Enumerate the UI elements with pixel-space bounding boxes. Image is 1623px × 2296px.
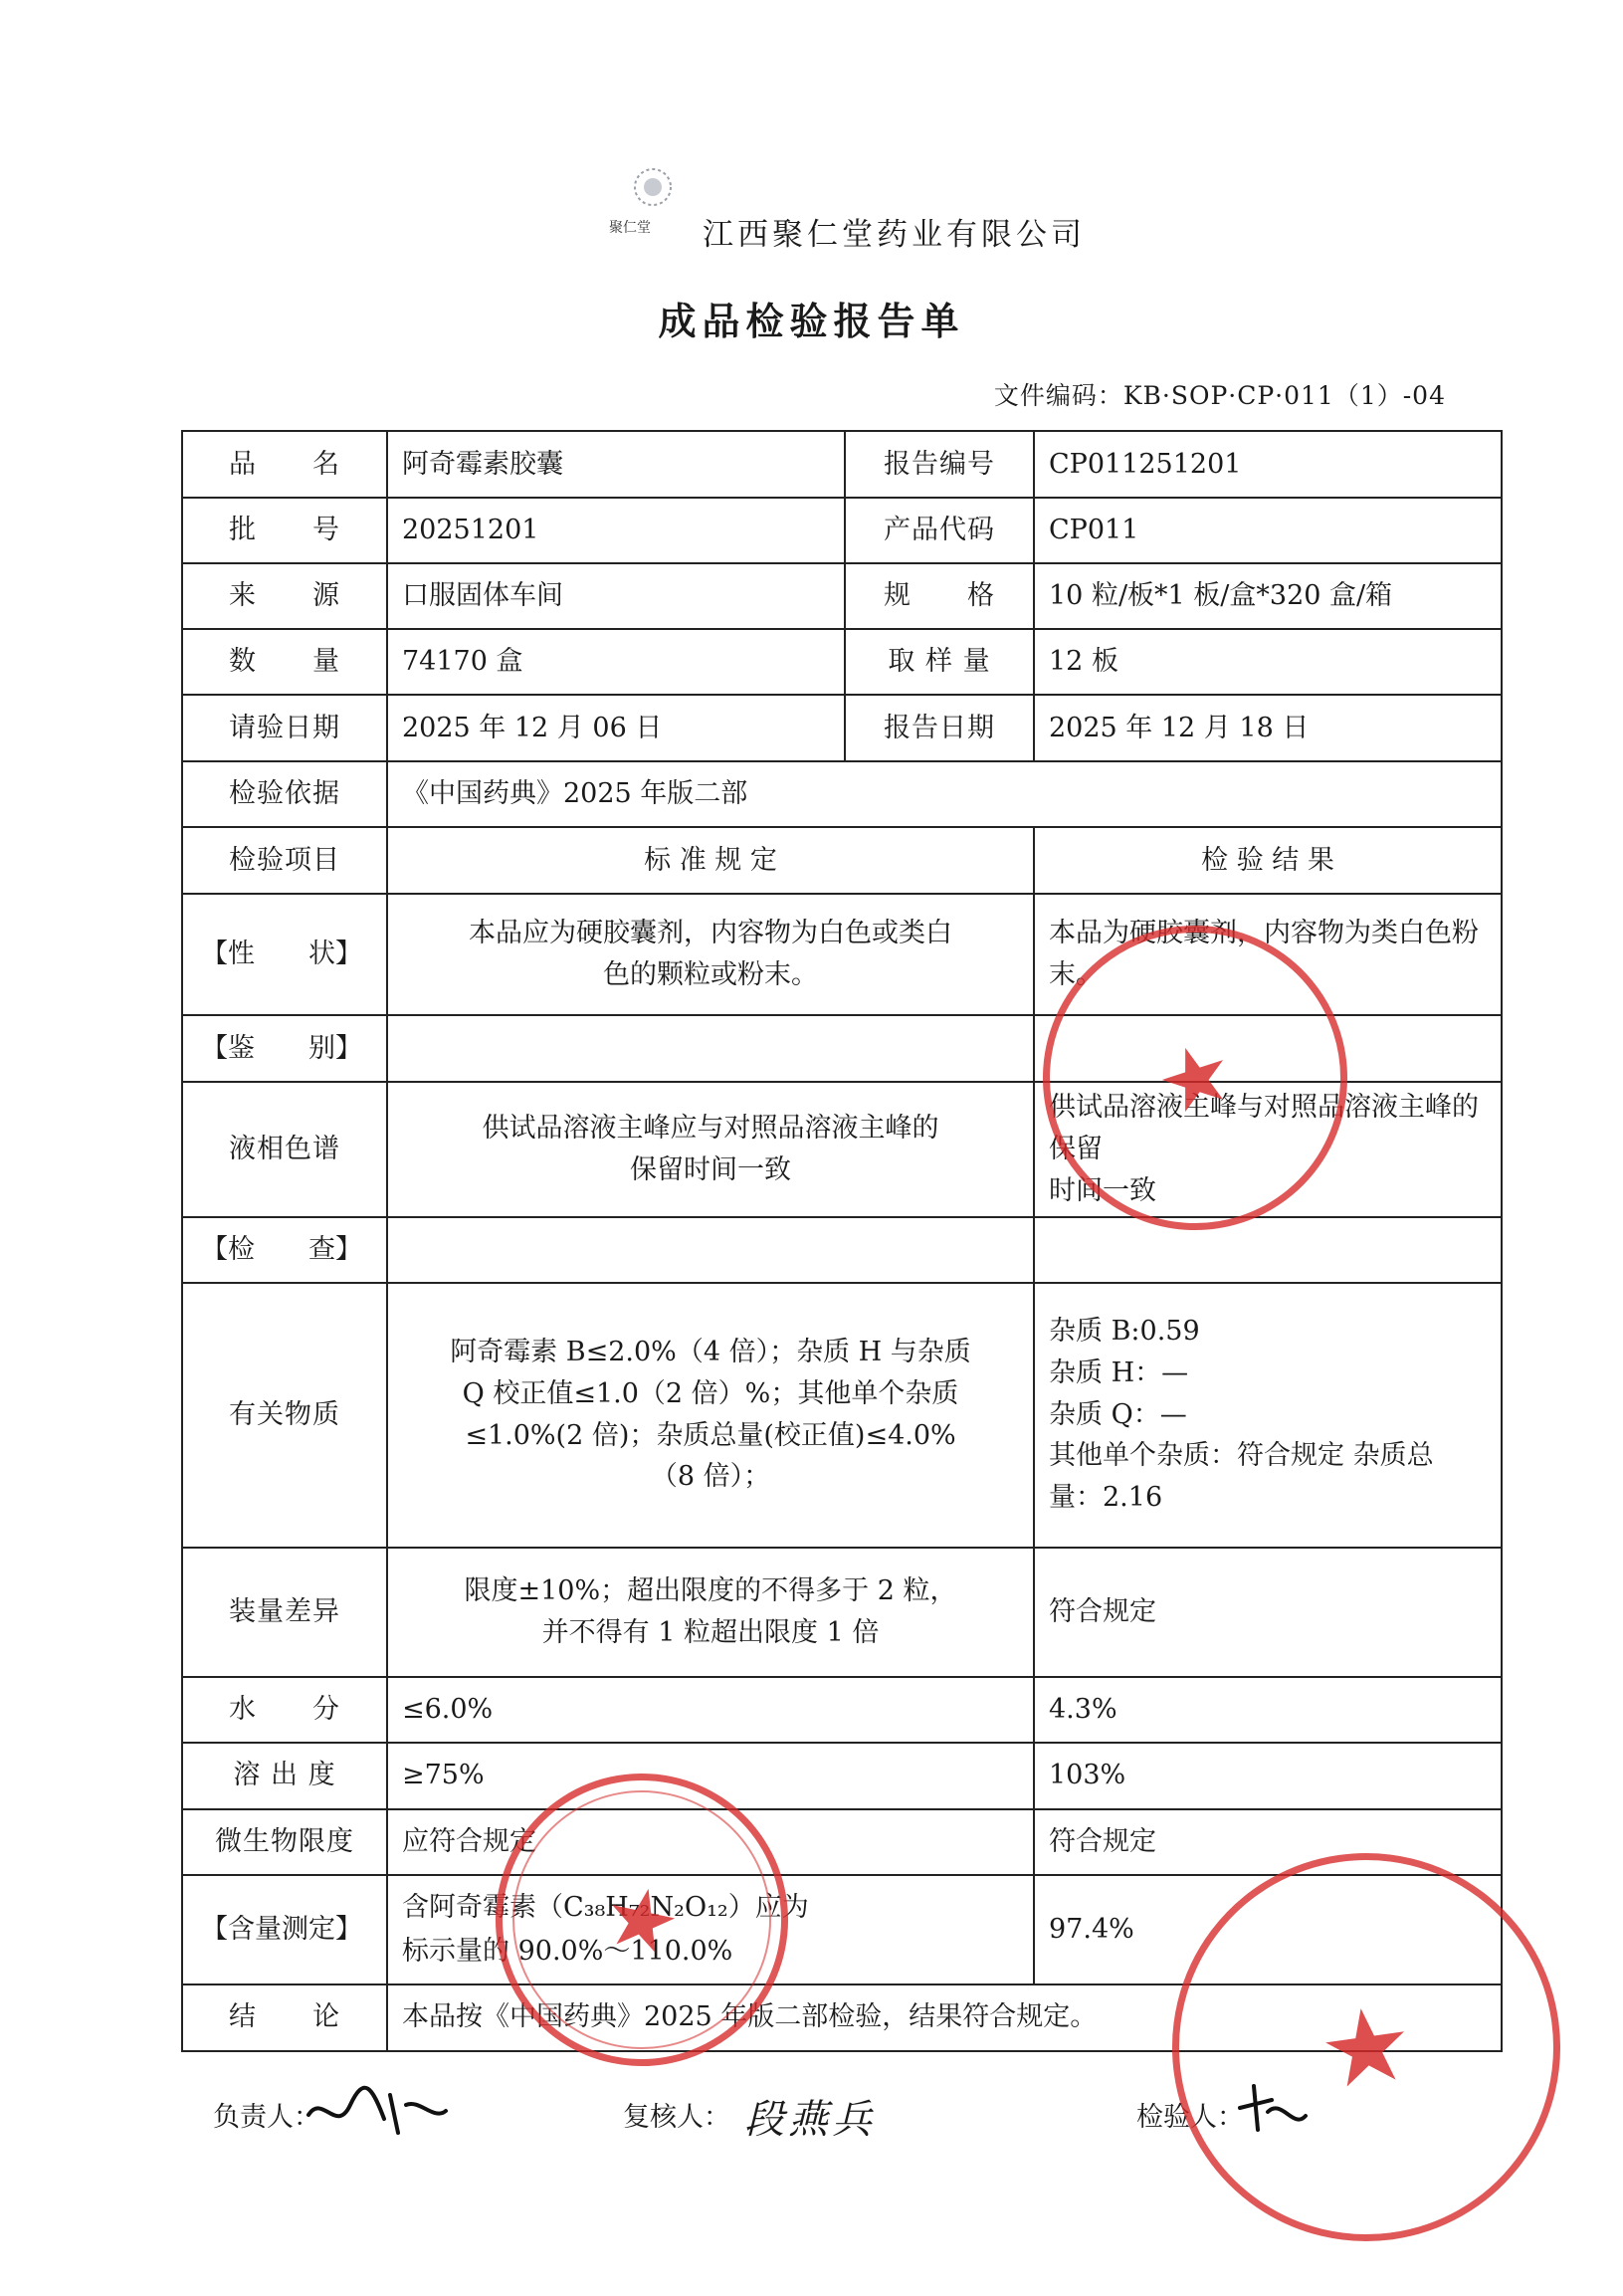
basis-label: 检验依据: [182, 761, 387, 827]
product-name-label: 品 名: [182, 431, 387, 498]
hplc-label: 液相色谱: [182, 1082, 387, 1217]
spec-value: 10 粒/板*1 板/盒*320 盒/箱: [1034, 563, 1502, 629]
dissolution-result: 103%: [1034, 1743, 1502, 1809]
inspection-result: [1034, 1217, 1502, 1283]
appearance-standard-line: 本品应为硬胶囊剂，内容物为白色或类白: [469, 918, 952, 949]
dissolution-standard: ≥75%: [387, 1743, 1034, 1809]
identification-label: 【鉴 别】: [182, 1015, 387, 1082]
related-result-line: 其他单个杂质：符合规定 杂质总量：2.16: [1049, 1440, 1434, 1514]
related-substances-label: 有关物质: [182, 1283, 387, 1548]
spec-label: 规 格: [845, 563, 1034, 629]
reviewer-label: 复核人：: [623, 2102, 730, 2133]
source-value: 口服固体车间: [387, 563, 845, 629]
conclusion-label: 结 论: [182, 1984, 387, 2051]
table-row: [182, 1743, 1502, 1809]
microbial-result: 符合规定: [1034, 1809, 1502, 1875]
report-date-label: 报告日期: [845, 695, 1034, 761]
source-label: 来 源: [182, 563, 387, 629]
company-name: 江西聚仁堂药业有限公司: [703, 217, 1086, 253]
table-row: [182, 498, 1502, 563]
hplc-standard: [387, 1082, 1034, 1217]
related-substances-standard: [387, 1283, 1034, 1548]
fill-weight-label: 装量差异: [182, 1548, 387, 1677]
responsible-label: 负责人：: [213, 2102, 320, 2133]
product-name-value: 阿奇霉素胶囊: [387, 431, 845, 498]
related-result-line: 杂质 H：—: [1049, 1357, 1189, 1388]
table-row: [182, 1217, 1502, 1283]
assay-result: 97.4%: [1034, 1875, 1502, 1984]
table-row: [182, 563, 1502, 629]
related-standard-line: Q 校正值≤1.0（2 倍）%；其他单个杂质: [462, 1377, 959, 1409]
product-code-value: CP011: [1034, 498, 1502, 563]
logo-text: 聚仁堂: [609, 220, 651, 236]
water-result: 4.3%: [1034, 1677, 1502, 1743]
batch-value: 20251201: [387, 498, 845, 563]
related-standard-line: 阿奇霉素 B≤2.0%（4 倍）；杂质 H 与杂质: [450, 1336, 971, 1367]
column-header-item: 检验项目: [182, 827, 387, 894]
inspector-label: 检验人：: [1136, 2102, 1244, 2133]
reviewer-signature: 段燕兵: [744, 2097, 876, 2143]
water-standard: ≤6.0%: [387, 1677, 1034, 1743]
appearance-standard: [387, 894, 1034, 1015]
column-header-result: 检 验 结 果: [1034, 827, 1502, 894]
hplc-standard-line: 供试品溶液主峰应与对照品溶液主峰的: [482, 1112, 939, 1144]
appearance-label: 【性 状】: [182, 894, 387, 1015]
table-header-row: [182, 827, 1502, 894]
related-standard-line: ≤1.0%(2 倍)；杂质总量(校正值)≤4.0%: [465, 1419, 956, 1451]
fill-weight-standard-line: 限度±10%；超出限度的不得多于 2 粒，: [464, 1574, 957, 1606]
related-result-line: 杂质 B:0.59: [1049, 1315, 1200, 1347]
water-label: 水 分: [182, 1677, 387, 1743]
quantity-label: 数 量: [182, 629, 387, 695]
file-code: 文件编码：KB·SOP·CP·011（1）-04: [993, 381, 1446, 410]
sample-value: 12 板: [1034, 629, 1502, 695]
sample-label: 取 样 量: [845, 629, 1034, 695]
inspection-standard: [387, 1217, 1034, 1283]
assay-standard-line: 含阿奇霉素（C₃₈H₇₂N₂O₁₂）应为: [402, 1891, 809, 1923]
table-row: [182, 695, 1502, 761]
related-result-line: 杂质 Q：—: [1049, 1398, 1187, 1430]
seal-star-icon: ★: [1312, 1981, 1421, 2114]
appearance-result: 本品为硬胶囊剂，内容物为类白色粉末。: [1034, 894, 1502, 1015]
microbial-label: 微生物限度: [182, 1809, 387, 1875]
appearance-standard-line: 色的颗粒或粉末。: [603, 959, 818, 990]
request-date-label: 请验日期: [182, 695, 387, 761]
seal-star-icon: ★: [594, 1864, 690, 1976]
report-no-value: CP011251201: [1034, 431, 1502, 498]
assay-standard-line: 标示量的 90.0%～110.0%: [402, 1935, 733, 1967]
fill-weight-standard-line: 并不得有 1 粒超出限度 1 倍: [541, 1616, 880, 1648]
hplc-result-line: 时间一致: [1049, 1174, 1156, 1206]
microbial-standard: 应符合规定: [387, 1809, 1034, 1875]
identification-standard: [387, 1015, 1034, 1082]
inspection-label: 【检 查】: [182, 1217, 387, 1283]
basis-value: 《中国药典》2025 年版二部: [387, 761, 1502, 827]
product-code-label: 产品代码: [845, 498, 1034, 563]
assay-label: 【含量测定】: [182, 1875, 387, 1984]
seal-star-icon: ★: [1144, 1019, 1246, 1137]
table-row: [182, 1548, 1502, 1677]
responsible-signature: [303, 2075, 452, 2149]
fill-weight-standard: [387, 1548, 1034, 1677]
company-logo: [609, 161, 693, 241]
column-header-standard: 标 准 规 定: [387, 827, 1034, 894]
table-row: [182, 761, 1502, 827]
table-row: [182, 431, 1502, 498]
report-date-value: 2025 年 12 月 18 日: [1034, 695, 1502, 761]
hplc-result-line: 供试品溶液主峰与对照品溶液主峰的保留: [1049, 1092, 1479, 1164]
request-date-value: 2025 年 12 月 06 日: [387, 695, 845, 761]
hplc-standard-line: 保留时间一致: [630, 1153, 791, 1185]
table-row: [182, 629, 1502, 695]
batch-label: 批 号: [182, 498, 387, 563]
fill-weight-result: 符合规定: [1034, 1548, 1502, 1677]
report-no-label: 报告编号: [845, 431, 1034, 498]
quantity-value: 74170 盒: [387, 629, 845, 695]
dissolution-label: 溶 出 度: [182, 1743, 387, 1809]
table-row: [182, 1283, 1502, 1548]
table-row: [182, 1677, 1502, 1743]
conclusion-text: 本品按《中国药典》2025 年版二部检验，结果符合规定。: [387, 1984, 1502, 2051]
page-title: 成品检验报告单: [658, 299, 965, 343]
report-table: [181, 430, 1503, 2052]
related-standard-line: （8 倍）；: [650, 1461, 771, 1493]
related-substances-result: [1034, 1283, 1502, 1548]
